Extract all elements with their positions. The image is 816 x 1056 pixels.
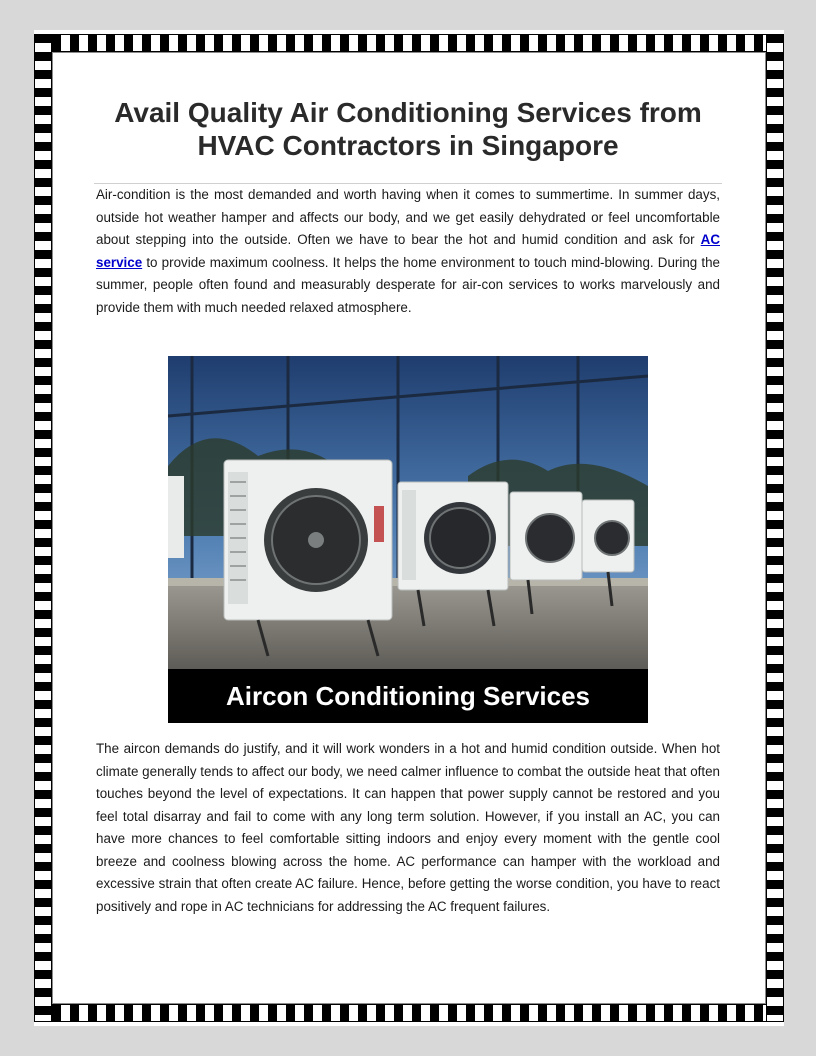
aircon-units-illustration: [168, 356, 648, 669]
decorative-border-top: [34, 34, 784, 52]
image-caption: Aircon Conditioning Services: [168, 669, 648, 723]
title-box: [94, 96, 722, 184]
intro-paragraph: [96, 184, 720, 319]
aircon-units-photo: [168, 356, 648, 723]
ac-service-link[interactable]: AC service: [96, 232, 720, 270]
page-title-line-1: Avail Quality Air Conditioning Services from: [114, 97, 702, 128]
second-paragraph: The aircon demands do justify, and it will work wonders in a hot and humid condition outside. When hot climate generally tends to affect our body, we need calmer influence to combat the outside heat that often touches beyond the level of expectations. It can happen that power supply cannot be restored and you feel total disarray and fail to come with any long term solution. However, if you install an AC, you can have more chances to feel comfortable sitting indoors and enjoy every moment with the gentle cool breeze and coolness blowing across the home. AC performance can hamper with the workload and excessive strain that often create AC failure. Hence, before getting the worse condition, you have to react positively and rope in AC technicians for addressing the AC frequent failures.: [96, 741, 720, 914]
decorative-border-bottom: [34, 1004, 784, 1022]
intro-text-start: Air-condition is the most demanded and worth having when it comes to summertime. In summer days, outside hot weather hamper and affects our body, and we get easily dehydrated or feel uncomfortable about stepping into the outside. Often we have to bear the hot and humid condition and ask for: [96, 187, 720, 247]
decorative-border-right: [766, 34, 784, 1022]
decorative-border-left: [34, 34, 52, 1022]
page-title-line-2: HVAC Contractors in Singapore: [197, 130, 619, 161]
intro-text-end: to provide maximum coolness. It helps the home environment to touch mind-blowing. During the summer, people often found and measurably desperate for air-con services to works marvelously and provide them with much needed relaxed atmosphere.: [96, 254, 720, 315]
